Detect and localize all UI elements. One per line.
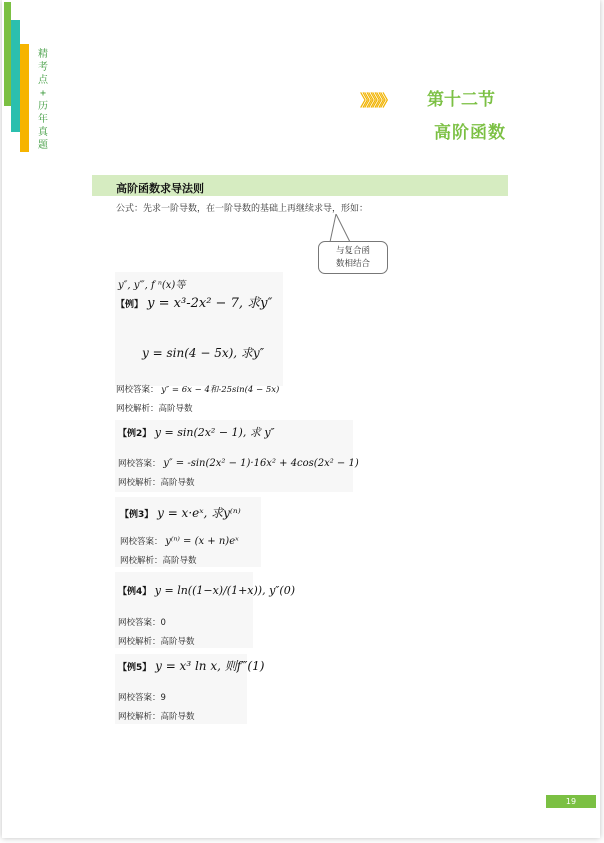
answer-row [120, 535, 239, 547]
decor-bar-teal [11, 20, 20, 132]
answer-value: y″ = -sin(2x² − 1)·16x² + 4cos(2x² − 1) [163, 458, 359, 469]
answer-value: 0 [160, 618, 166, 628]
answer-label: 网校答案： [118, 618, 161, 628]
analysis-value: 高阶导数 [158, 404, 193, 414]
side-char: 题 [38, 140, 48, 151]
analysis-label: 网校解析： [118, 478, 161, 488]
example-tag: 【例】 [116, 300, 144, 310]
side-char: 真 [38, 127, 48, 138]
example-2-problem [118, 424, 275, 440]
section-number: 第十二节 [427, 90, 495, 110]
analysis-value: 高阶导数 [162, 556, 197, 566]
example-tag: 【例2】 [118, 429, 152, 439]
decor-bar-green [4, 2, 11, 106]
answer-label: 网校答案： [120, 537, 163, 547]
analysis-label: 网校解析： [120, 556, 163, 566]
side-char: 年 [38, 114, 48, 125]
callout-line: 数相结合 [335, 259, 370, 269]
callout-line: 与复合函 [335, 246, 370, 256]
side-char: 点 [38, 75, 48, 86]
callout-tail [328, 214, 352, 243]
analysis-row [118, 710, 195, 722]
analysis-value: 高阶导数 [160, 478, 195, 488]
problem-text: y = x³ ln x, 则f‴(1) [155, 659, 265, 673]
example-1-problem-2: y = sin(4 − 5x), 求y″ [142, 346, 265, 360]
analysis-value: 高阶导数 [160, 712, 195, 722]
side-char: 精 [38, 49, 48, 60]
problem-text: y = x·eˣ, 求y⁽ⁿ⁾ [157, 506, 241, 520]
answer-value: y⁽ⁿ⁾ = (x + n)eˣ [165, 536, 239, 547]
example-3-problem [120, 504, 241, 521]
problem-text: y = x³-2x² − 7, 求y″ [147, 296, 273, 311]
example-tag: 【例4】 [118, 587, 152, 597]
side-char: 历 [38, 101, 48, 112]
answer-value: y″ = 6x − 4和-25sin(4 − 5x) [161, 385, 280, 395]
analysis-label: 网校解析： [118, 712, 161, 722]
answer-row [118, 457, 359, 469]
example-5-problem [118, 657, 264, 674]
example-tag: 【例5】 [118, 663, 152, 673]
problem-text: y = sin(2x² − 1), 求 y″ [154, 426, 275, 439]
answer-value: 9 [160, 693, 166, 703]
answer-row [118, 691, 166, 703]
answer-label: 网校答案： [118, 459, 161, 469]
formula-intro: 公式：先求一阶导数，在一阶导数的基础上再继续求导，形如： [116, 204, 369, 214]
answer-row [116, 383, 279, 395]
example-4-problem [118, 584, 295, 597]
chevron-right-icon: 》》》》》》 [360, 91, 393, 110]
analysis-row [120, 554, 197, 566]
side-char: 考 [38, 62, 48, 73]
notation: y″, y‴, f ⁿ(x)等 [118, 280, 186, 291]
answer-label: 网校答案： [118, 693, 161, 703]
decor-bar-orange [20, 44, 29, 152]
analysis-row [118, 476, 195, 488]
section-title: 高阶函数 [434, 123, 506, 143]
answer-row [118, 616, 166, 628]
analysis-row [118, 635, 195, 647]
example-tag: 【例3】 [120, 510, 154, 520]
side-char: + [39, 88, 47, 99]
answer-label: 网校答案： [116, 385, 159, 395]
analysis-value: 高阶导数 [160, 637, 195, 647]
callout-box [318, 241, 388, 274]
analysis-label: 网校解析： [116, 404, 159, 414]
analysis-label: 网校解析： [118, 637, 161, 647]
analysis-row [116, 402, 193, 414]
page-number: 19 [546, 795, 596, 808]
side-label [37, 48, 49, 152]
problem-text: y = ln((1−x)/(1+x)), y″(0) [154, 584, 295, 597]
example-1-problem [116, 292, 272, 311]
heading: 高阶函数求导法则 [116, 182, 204, 195]
page [2, 0, 600, 838]
